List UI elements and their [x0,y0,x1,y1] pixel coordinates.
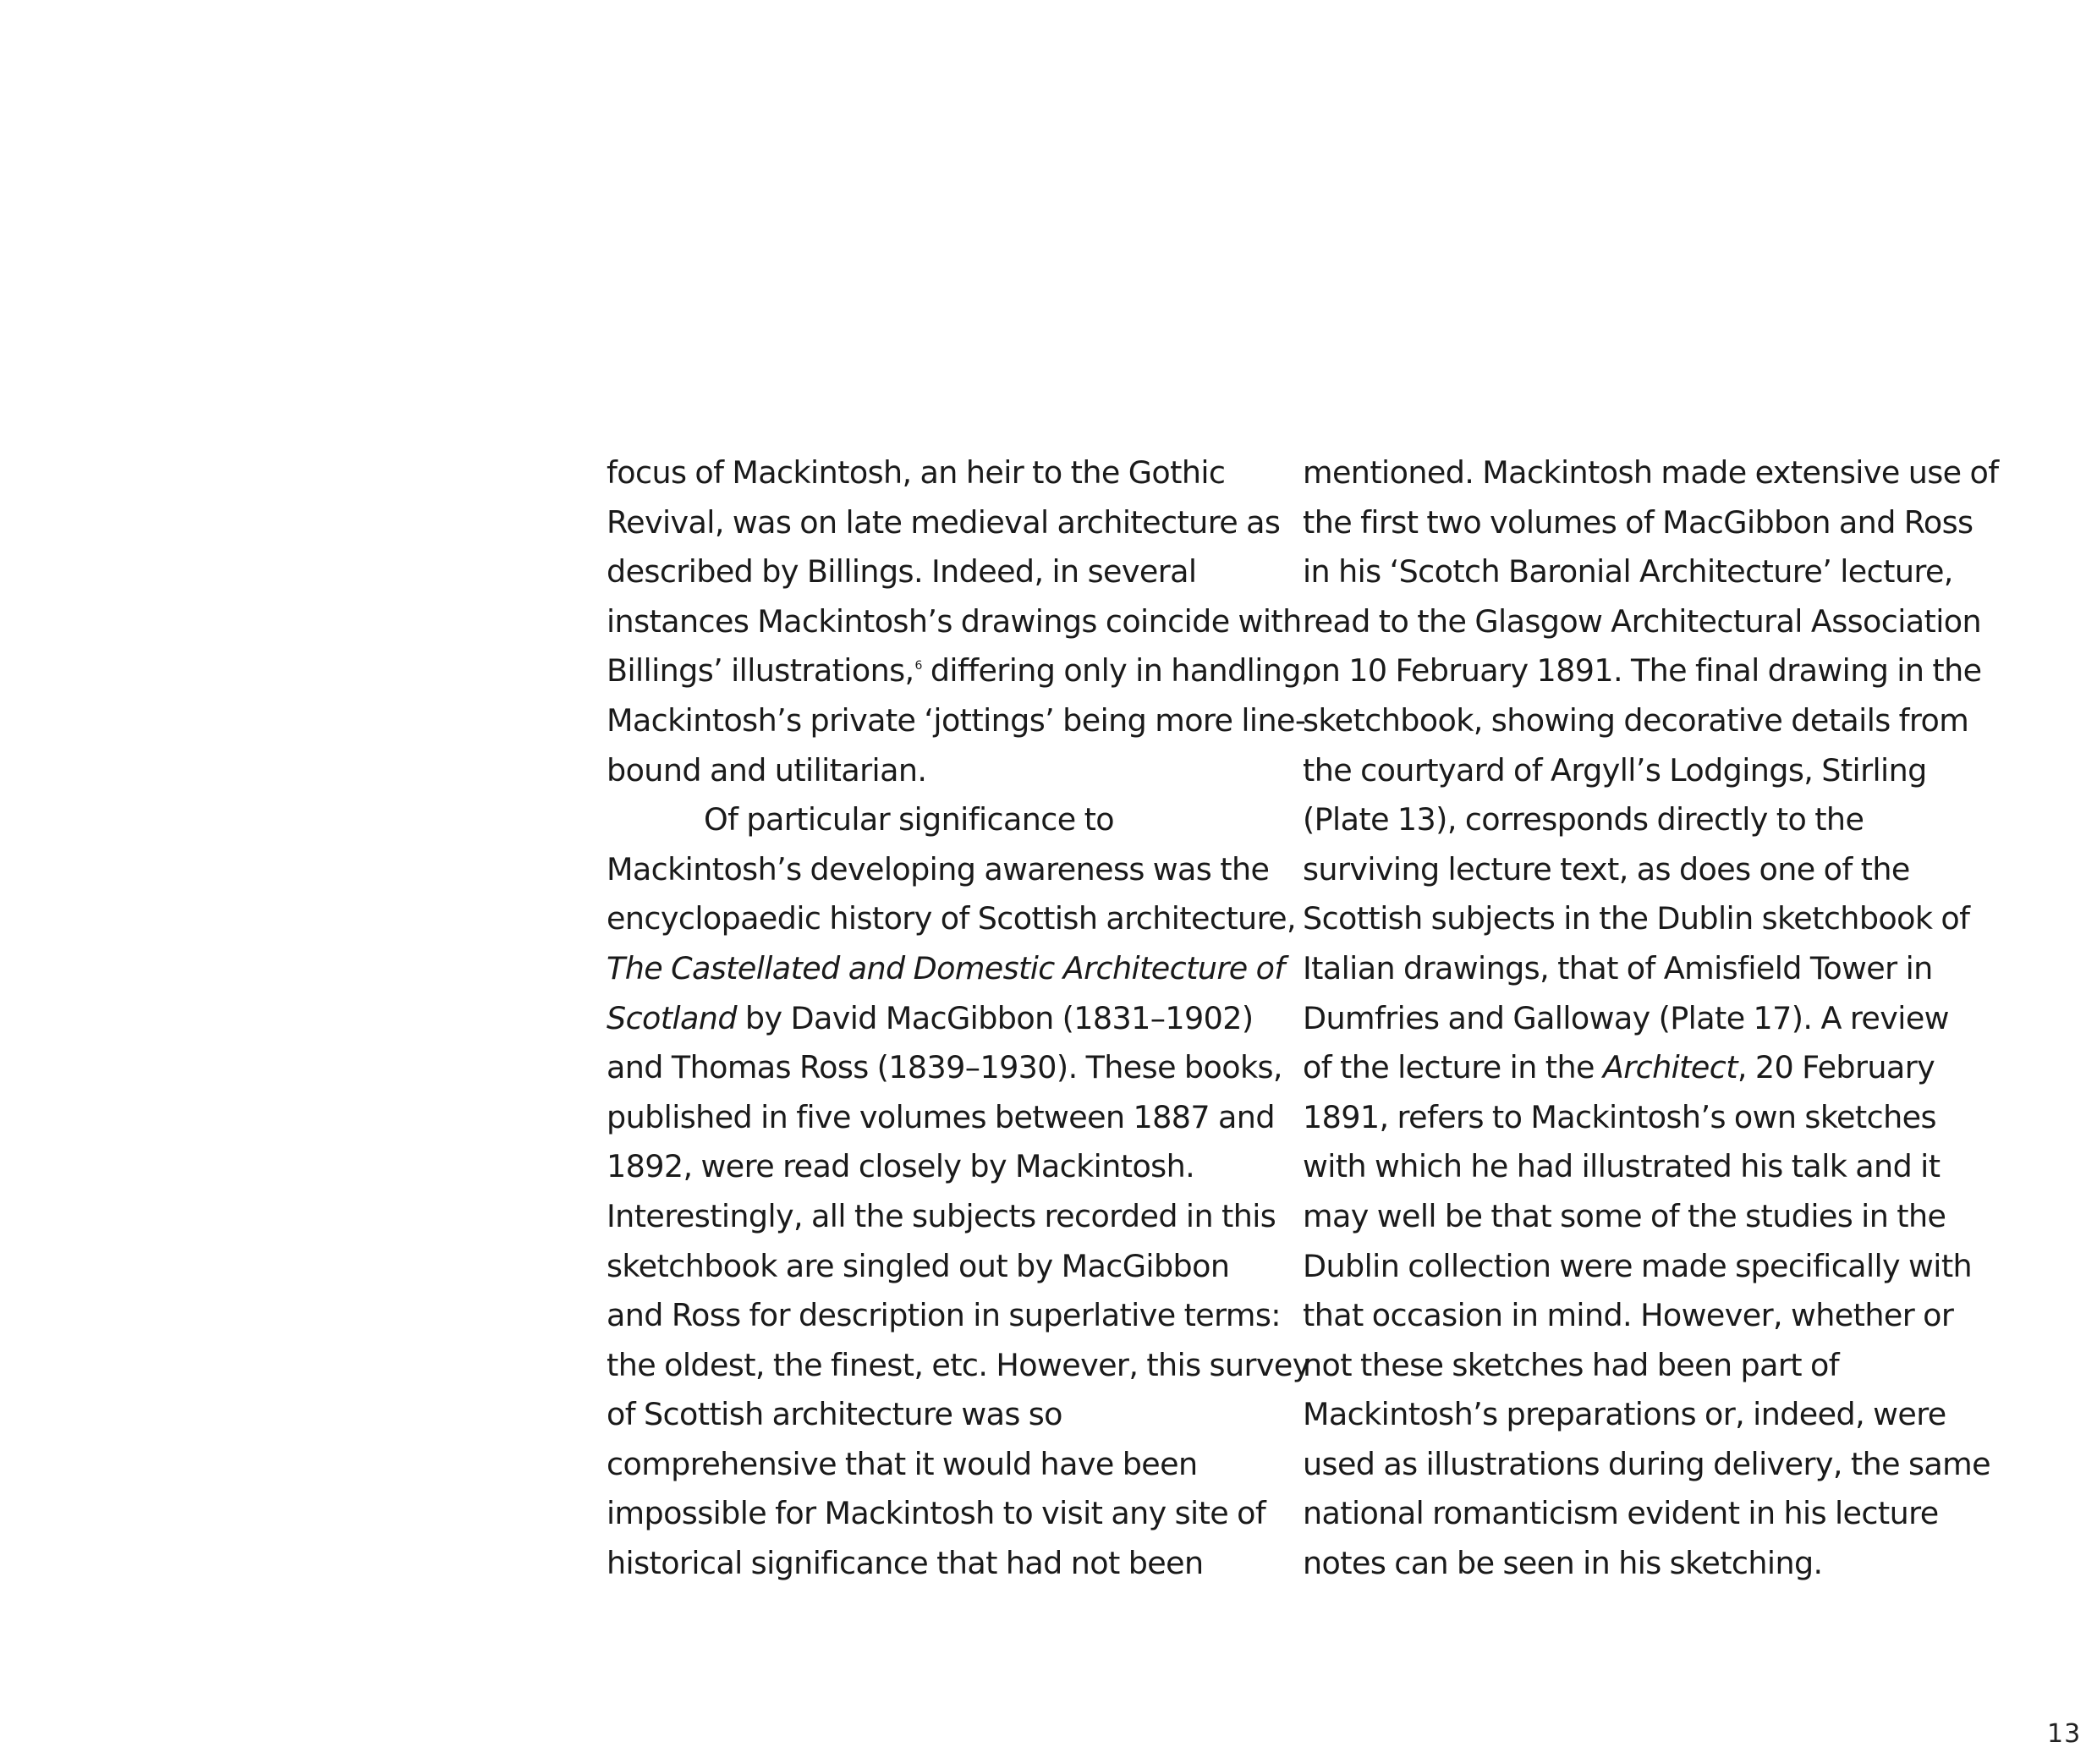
text-line: Scottish subjects in the Dublin sketchbook of [1303,900,1970,937]
text-line: used as illustrations during delivery, the same [1303,1445,1990,1482]
text-line: read to the Glasgow Architectural Association [1303,602,1982,640]
text-line: Dumfries and Galloway (Plate 17). A review [1303,999,1949,1036]
left-text-column [607,448,1310,1589]
text-run: differing only in handling, [921,652,1310,690]
text-line: Mackintosh’s preparations or, indeed, were [1303,1396,1946,1433]
text-line: focus of Mackintosh, an heir to the Gothic [607,454,1226,491]
text-line: national romanticism evident in his lecture [1303,1495,1939,1532]
footnote-reference: 6 [914,659,922,673]
text-line: described by Billings. Indeed, in several [607,553,1197,591]
text-line: impossible for Mackintosh to visit any site of [607,1495,1266,1532]
text-line: notes can be seen in his sketching. [1303,1545,1823,1582]
text-line: of Scottish architecture was so [607,1396,1062,1433]
text-line: and Ross for description in superlative terms: [607,1297,1281,1334]
text-line [607,994,1275,1044]
book-title: Scotland [607,999,737,1036]
text-line: mentioned. Mackintosh made extensive use of [1303,454,1999,491]
text-run: of the lecture in the [1303,1049,1603,1086]
text-line: Mackintosh’s private ‘jottings’ being more line- [607,701,1306,739]
book-title: The Castellated and Domestic Architecture of [607,949,1285,986]
text-line [607,646,1310,696]
text-line: not these sketches had been part of [1303,1346,1839,1383]
text-line: surviving lecture text, as does one of the [1303,850,1910,887]
text-line: (Plate 13), corresponds directly to the [1303,801,1864,838]
text-line: the first two volumes of MacGibbon and Ross [1303,503,1973,541]
text-line: published in five volumes between 1887 and [607,1098,1275,1135]
text-line: Revival, was on late medieval architecture as [607,503,1281,541]
text-line [607,944,1285,994]
text-run: , 20 February [1737,1049,1935,1086]
text-line: sketchbook are singled out by MacGibbon [607,1247,1230,1284]
text-line: 1892, were read closely by Mackintosh. [607,1148,1195,1185]
text-run: Billings’ illustrations, [607,652,914,690]
text-line: on 10 February 1891. The final drawing in the [1303,652,1982,690]
text-line: in his ‘Scotch Baronial Architecture’ lecture, [1303,553,1953,591]
text-line: comprehensive that it would have been [607,1445,1198,1482]
right-text-column [1303,448,1999,1589]
text-run: by David MacGibbon (1831–1902) [736,999,1254,1036]
text-line: Mackintosh’s developing awareness was the [607,850,1270,887]
text-line: with which he had illustrated his talk and it [1303,1148,1941,1185]
text-line [1303,1043,1979,1093]
publication-title: Architect [1602,1049,1737,1086]
text-line: Interestingly, all the subjects recorded in this [607,1197,1276,1234]
page-number: 13 [2047,1719,2082,1749]
text-line: that occasion in mind. However, whether or [1303,1297,1954,1334]
text-line: 1891, refers to Mackintosh’s own sketches [1303,1098,1936,1135]
text-line: the oldest, the finest, etc. However, this survey [607,1346,1310,1383]
text-line: Italian drawings, that of Amisfield Tower in [1303,949,1933,986]
text-line: bound and utilitarian. [607,751,927,789]
text-line: sketchbook, showing decorative details from [1303,701,1969,739]
text-line: historical significance that had not been [607,1545,1204,1582]
text-line: the courtyard of Argyll’s Lodgings, Stirling [1303,751,1927,789]
text-line: encyclopaedic history of Scottish architecture, [607,900,1297,937]
paragraph-start-line: Of particular significance to [704,801,1115,838]
text-line: may well be that some of the studies in the [1303,1197,1946,1234]
text-line: and Thomas Ross (1839–1930). These books, [607,1049,1282,1086]
text-line: Dublin collection were made specifically with [1303,1247,1973,1284]
text-line: instances Mackintosh’s drawings coincide with [607,602,1302,640]
